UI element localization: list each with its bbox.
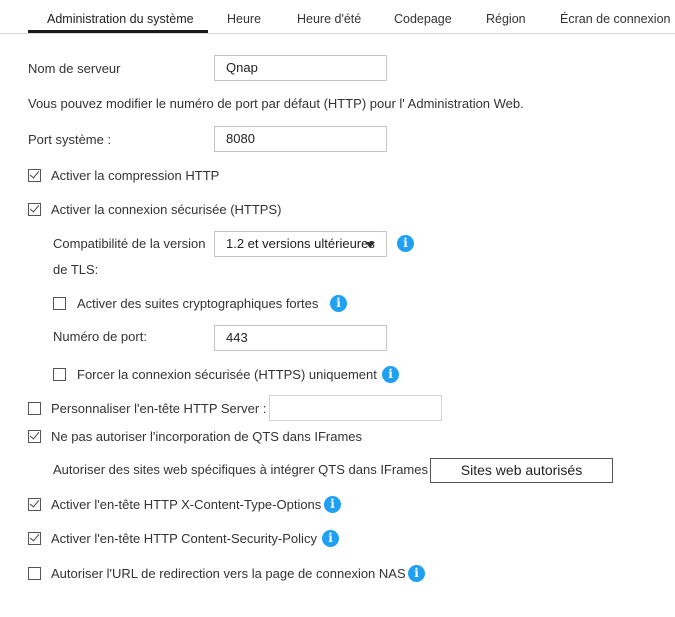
tls-info-icon[interactable]: i [397, 235, 414, 252]
x-content-type-label: Activer l'en-tête HTTP X-Content-Type-Options [51, 497, 322, 512]
force-https-info-icon[interactable]: i [382, 366, 399, 383]
server-name-input[interactable]: Qnap [214, 55, 387, 81]
no-iframes-label: Ne pas autoriser l'incorporation de QTS dans IFrames [51, 429, 363, 444]
custom-server-header-checkbox[interactable] [28, 402, 41, 415]
active-tab-indicator [28, 30, 208, 33]
redirect-url-checkbox[interactable] [28, 567, 41, 580]
csp-label: Activer l'en-tête HTTP Content-Security-Policy [51, 531, 317, 546]
custom-server-header-label: Personnaliser l'en-tête HTTP Server : [51, 401, 267, 416]
https-port-label: Numéro de port: [53, 329, 147, 344]
https-checkbox[interactable] [28, 203, 41, 216]
tls-version-selected-value: 1.2 et versions ultérieures [226, 236, 375, 251]
http-compression-checkbox[interactable] [28, 169, 41, 182]
check-mark-icon [30, 168, 40, 178]
strong-ciphers-info-icon[interactable]: i [330, 295, 347, 312]
system-port-label: Port système : [28, 132, 112, 147]
force-https-label: Forcer la connexion sécurisée (HTTPS) uniquement [77, 367, 377, 382]
http-compression-label: Activer la compression HTTP [51, 168, 220, 183]
tls-version-label-line2: de TLS: [53, 262, 99, 277]
dropdown-arrow-icon [365, 242, 375, 248]
check-mark-icon [30, 202, 40, 212]
tab-daylight-saving[interactable]: Heure d'été [297, 12, 362, 26]
check-mark-icon [30, 429, 40, 439]
redirect-url-label: Autoriser l'URL de redirection vers la page de connexion NAS [51, 566, 406, 581]
strong-ciphers-checkbox[interactable] [53, 297, 66, 310]
tls-version-label: Compatibilité de la version [53, 236, 206, 251]
system-port-input[interactable]: 8080 [214, 126, 387, 152]
https-label: Activer la connexion sécurisée (HTTPS) [51, 202, 282, 217]
redirect-url-info-icon[interactable]: i [408, 565, 425, 582]
port-note-text: Vous pouvez modifier le numéro de port par défaut (HTTP) pour l' Administration Web. [28, 96, 524, 111]
tab-login-screen[interactable]: Écran de connexion [560, 12, 671, 26]
x-content-type-checkbox[interactable] [28, 498, 41, 511]
csp-info-icon[interactable]: i [322, 530, 339, 547]
tls-version-select[interactable] [214, 231, 387, 257]
check-mark-icon [30, 497, 40, 507]
tab-bar [0, 0, 675, 34]
allowed-sites-button[interactable]: Sites web autorisés [430, 458, 613, 483]
server-name-label: Nom de serveur [28, 61, 121, 76]
custom-server-header-input[interactable] [269, 395, 442, 421]
x-content-type-info-icon[interactable]: i [324, 496, 341, 513]
force-https-checkbox[interactable] [53, 368, 66, 381]
tab-time[interactable]: Heure [227, 12, 262, 26]
csp-checkbox[interactable] [28, 532, 41, 545]
https-port-input[interactable]: 443 [214, 325, 387, 351]
tab-system-administration[interactable]: Administration du système [47, 12, 194, 26]
allowed-sites-label: Autoriser des sites web spécifiques à intégrer QTS dans IFrames [53, 462, 428, 477]
strong-ciphers-label: Activer des suites cryptographiques fortes [77, 296, 319, 311]
tab-region[interactable]: Région [486, 12, 526, 26]
no-iframes-checkbox[interactable] [28, 430, 41, 443]
check-mark-icon [30, 531, 40, 541]
tab-codepage[interactable]: Codepage [394, 12, 452, 26]
